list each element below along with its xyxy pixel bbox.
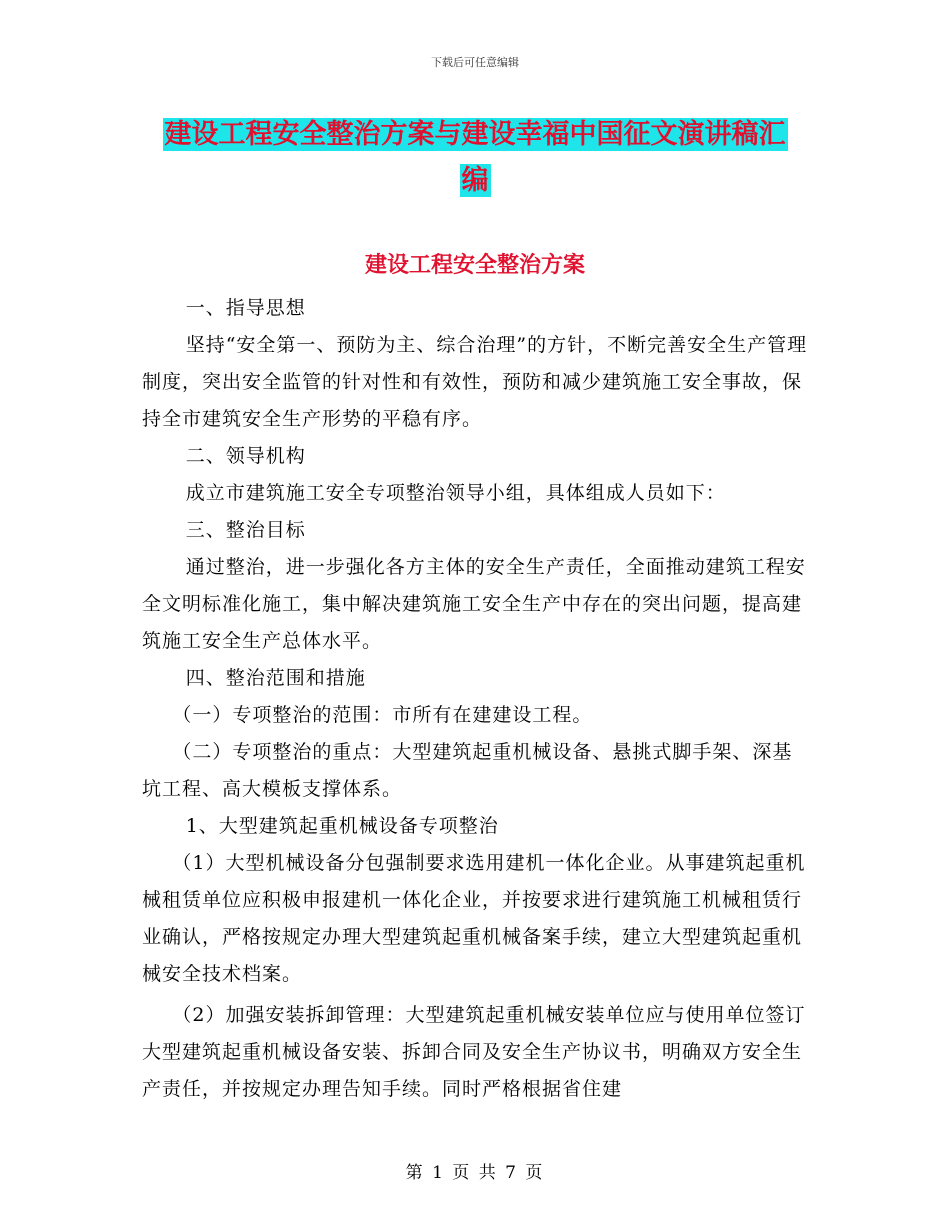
paragraph: （一）专项整治的范围：市所有在建建设工程。 bbox=[172, 704, 593, 726]
paragraph: 坚持“安全第一、预防为主、综合治理”的方针，不断完善安全生产管理制度，突出安全监管的针对性和有效性，预防和减少建筑施工安全事故，保持全市建筑安全生产形势的平稳有序。 bbox=[142, 334, 808, 430]
document-title bbox=[0, 112, 950, 204]
heading-scope-measures: 四、整治范围和措施 bbox=[185, 667, 366, 689]
heading-guiding-ideology: 一、指导思想 bbox=[185, 297, 306, 319]
page-footer: 第 1 页 共 7 页 bbox=[405, 1163, 545, 1183]
document-title-line1: 建设工程安全整治方案与建设幸福中国征文演讲稿汇 bbox=[164, 119, 786, 150]
document-title-line2: 编 bbox=[461, 165, 489, 196]
paragraph: （1）大型机械设备分包强制要求选用建机一体化企业。从事建筑起重机械租赁单位应积极申报建机一体化企业，并按要求进行建筑施工机械租赁行业确认，严格按规定办理大型建筑起重机械备案手续，建立大型建筑起重机械安全技术档案。 bbox=[142, 852, 806, 985]
heading-goals: 三、整治目标 bbox=[185, 519, 306, 541]
document-body bbox=[142, 290, 810, 1108]
paragraph: 通过整治，进一步强化各方主体的安全生产责任，全面推动建筑工程安全文明标准化施工，集中解决建筑施工安全生产中存在的突出问题，提高建筑施工安全生产总体水平。 bbox=[142, 556, 806, 652]
heading-leadership: 二、领导机构 bbox=[185, 445, 306, 467]
section-title: 建设工程安全整治方案 bbox=[364, 252, 585, 278]
paragraph: （2）加强安装拆卸管理：大型建筑起重机械安装单位应与使用单位签订大型建筑起重机械设备安装、拆卸合同及安全生产协议书，明确双方安全生产责任，并按规定办理告知手续。同时严格根据省住建 bbox=[142, 1004, 806, 1100]
paragraph: （二）专项整治的重点：大型建筑起重机械设备、悬挑式脚手架、深基坑工程、高大模板支撑体系。 bbox=[142, 741, 793, 800]
page-header: 下载后可任意编辑 bbox=[431, 56, 519, 69]
subheading-crane: 1、大型建筑起重机械设备专项整治 bbox=[185, 815, 499, 837]
paragraph: 成立市建筑施工安全专项整治领导小组，具体组成人员如下： bbox=[185, 482, 726, 504]
